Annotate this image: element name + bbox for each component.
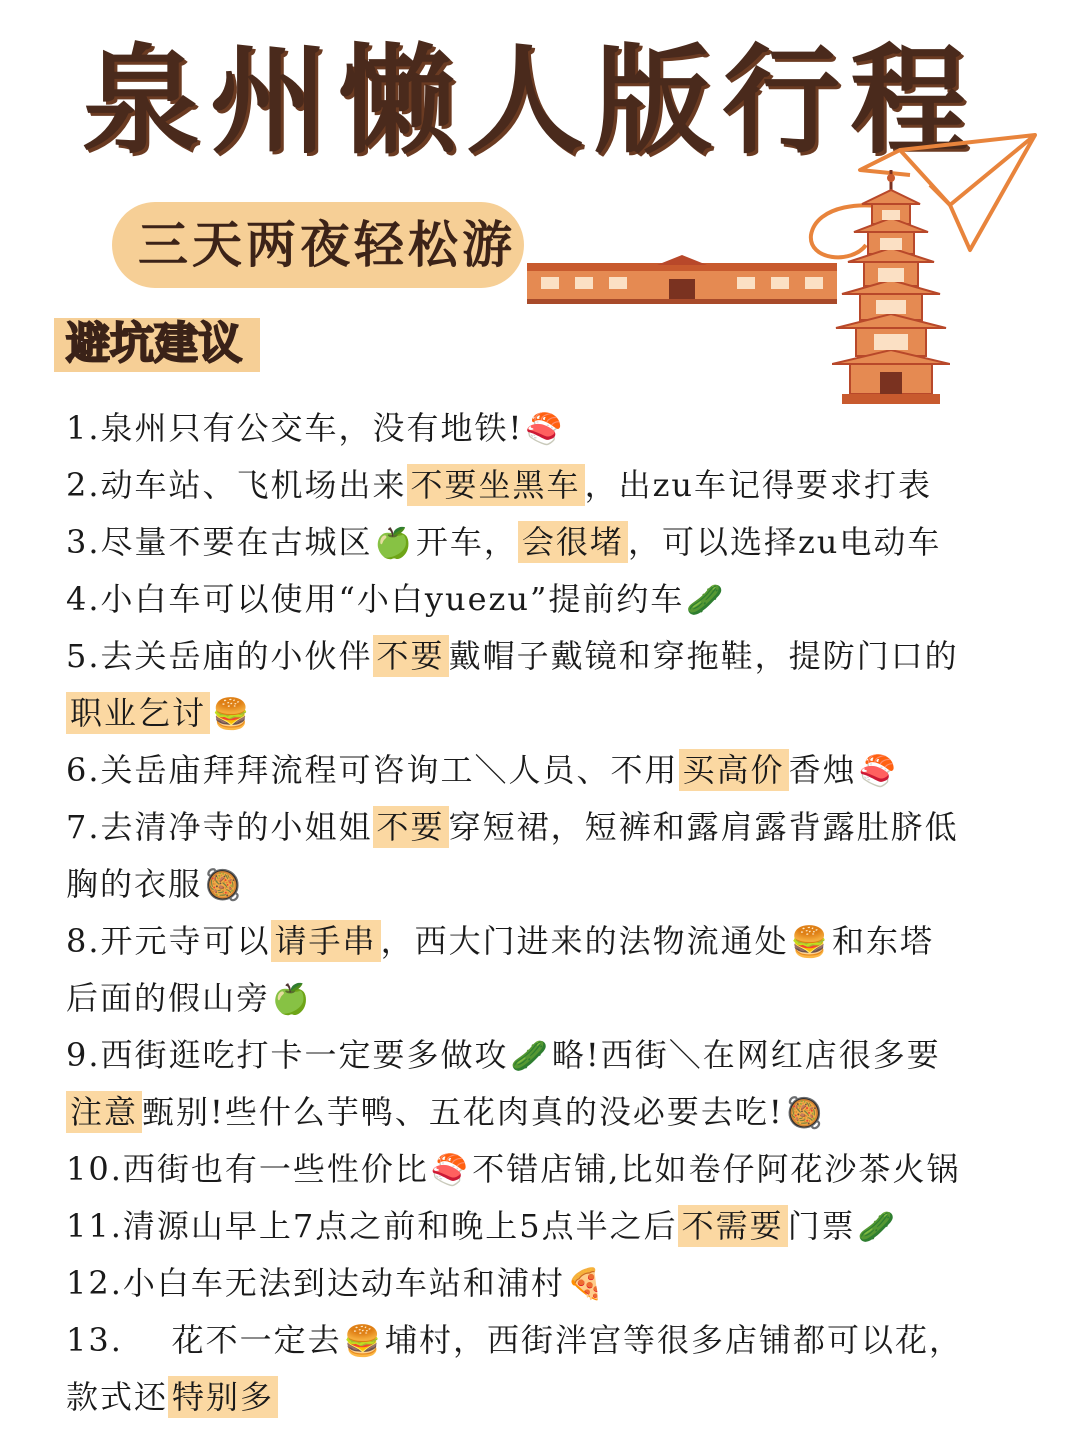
list-item: 4.小白车可以使用“小白yuezu”提前约车🥒 xyxy=(66,576,728,624)
list-item: 1.泉州只有公交车，没有地铁!🍣 xyxy=(66,405,567,453)
list-item-continued: 注意 甄别!些什么芋鸭、五花肉真的没必要去吃!🥘 xyxy=(66,1089,827,1137)
list-item: 3.尽量不要在古城区🍏开车， 会很堵 ，可以选择zu电动车 xyxy=(66,519,941,567)
highlight: 职业乞讨 xyxy=(66,692,210,734)
building-icon xyxy=(527,255,837,305)
list-item-continued: 后面的假山旁🍏 xyxy=(66,975,313,1023)
list-item-continued xyxy=(66,690,253,738)
burger-icon: 🍔 xyxy=(343,1324,383,1359)
highlight: 不要坐黑车 xyxy=(407,464,585,506)
cucumber-icon: 🥒 xyxy=(857,1210,898,1245)
cucumber-icon: 🥒 xyxy=(510,1039,550,1074)
highlight: 不要 xyxy=(373,806,449,848)
page-title: 泉州懒人版行程 xyxy=(82,31,979,170)
pizza-icon: 🍕 xyxy=(566,1267,607,1302)
highlight: 买高价 xyxy=(679,749,789,791)
pan-icon: 🥘 xyxy=(204,868,244,903)
highlight: 特别多 xyxy=(168,1376,278,1418)
list-item: 9.西街逛吃打卡一定要多做攻🥒略!西街＼在网红店很多要 xyxy=(66,1032,941,1080)
subtitle: 三天两夜轻松游 xyxy=(138,215,516,274)
apple-icon: 🍏 xyxy=(272,982,312,1017)
list-item: 10.西街也有一些性价比🍣不错店铺,比如卷仔阿花沙茶火锅 xyxy=(66,1146,960,1194)
burger-icon: 🍔 xyxy=(212,697,252,732)
burger-icon: 🍔 xyxy=(790,925,830,960)
list-item-continued: 胸的衣服🥘 xyxy=(66,861,245,909)
section-title: 避坑建议 xyxy=(66,318,242,369)
cucumber-icon: 🥒 xyxy=(686,583,726,618)
list-item-continued: 款式还 特别多 xyxy=(66,1374,278,1420)
apple-icon: 🍏 xyxy=(374,526,414,561)
highlight: 会很堵 xyxy=(518,521,628,563)
list-item: 5.去关岳庙的小伙伴 不要 戴帽子戴镜和穿拖鞋，提防门口的 xyxy=(66,637,959,675)
sushi-icon: 🍣 xyxy=(525,412,565,447)
list-item: 12.小白车无法到达动车站和浦村🍕 xyxy=(66,1260,608,1308)
highlight: 不要 xyxy=(373,635,449,677)
list-item: 7.去清净寺的小姐姐 不要 穿短裙，短裤和露肩露背露肚脐低 xyxy=(66,808,959,846)
pan-icon: 🥘 xyxy=(785,1096,826,1131)
sushi-icon: 🍣 xyxy=(430,1153,471,1188)
highlight: 请手串 xyxy=(271,920,381,962)
sushi-icon: 🍣 xyxy=(858,754,898,789)
list-item: 8.开元寺可以 请手串 ，西大门进来的法物流通处🍔和东塔 xyxy=(66,918,934,966)
list-item: 11.清源山早上7点之前和晚上5点半之后 不需要 门票🥒 xyxy=(66,1203,899,1251)
list-item: 13. 花不一定去🍔埔村，西街泮宫等很多店铺都可以花， xyxy=(66,1317,963,1365)
list-item: 2.动车站、飞机场出来 不要坐黑车 ，出zu车记得要求打表 xyxy=(66,466,933,504)
highlight: 不需要 xyxy=(678,1205,788,1247)
pagoda-icon xyxy=(832,170,950,406)
highlight: 注意 xyxy=(66,1091,142,1133)
list-item: 6.关岳庙拜拜流程可咨询工＼人员、不用 买高价 香烛🍣 xyxy=(66,747,900,795)
